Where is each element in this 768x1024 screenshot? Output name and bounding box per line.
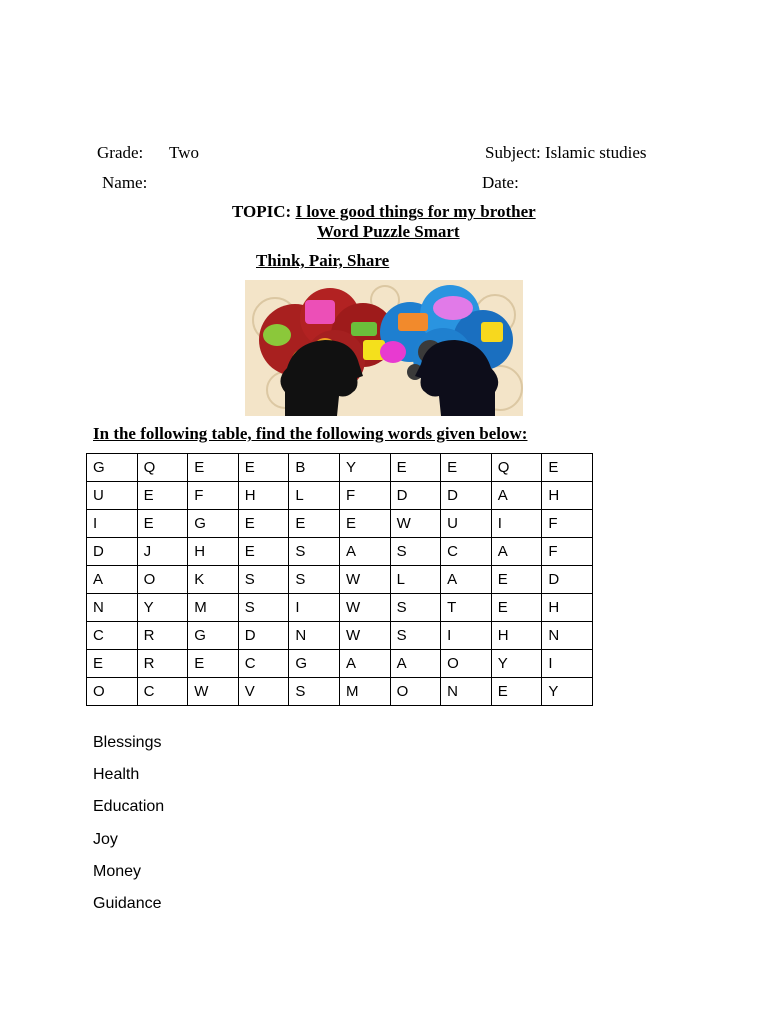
grid-cell: L (390, 566, 441, 594)
grid-cell: H (238, 482, 289, 510)
grid-cell: E (188, 650, 239, 678)
grid-cell: R (137, 650, 188, 678)
word-item: Health (93, 766, 140, 784)
grid-cell: N (87, 594, 138, 622)
grid-row (87, 510, 593, 538)
grid-cell: M (339, 678, 390, 706)
grid-cell: Q (491, 454, 542, 482)
grid-cell: S (289, 566, 340, 594)
grid-cell: F (188, 482, 239, 510)
grid-cell: G (289, 650, 340, 678)
grid-cell: R (137, 622, 188, 650)
grid-cell: E (87, 650, 138, 678)
grid-row (87, 622, 593, 650)
word-item: Blessings (93, 734, 162, 751)
grid-cell: K (188, 566, 239, 594)
grid-cell: I (289, 594, 340, 622)
instruction-text: In the following table, find the following words given below: (93, 424, 528, 443)
grid-cell: D (87, 538, 138, 566)
grid-cell: S (289, 678, 340, 706)
grid-cell: O (441, 650, 492, 678)
word-item: Education (93, 798, 165, 816)
grid-cell: W (188, 678, 239, 706)
grid-cell: C (87, 622, 138, 650)
grid-cell: W (339, 594, 390, 622)
grid-cell: S (238, 594, 289, 622)
grid-cell: F (339, 482, 390, 510)
grid-cell: V (238, 678, 289, 706)
grid-cell: G (188, 622, 239, 650)
grid-cell: W (339, 622, 390, 650)
grid-cell: E (542, 454, 593, 482)
grid-cell: I (491, 510, 542, 538)
grid-cell: T (441, 594, 492, 622)
grid-cell: D (441, 482, 492, 510)
grid-row (87, 566, 593, 594)
grid-cell: F (542, 538, 593, 566)
grid-cell: E (289, 510, 340, 538)
topic-line (232, 202, 536, 222)
grid-cell: Y (137, 594, 188, 622)
grid-cell: C (238, 650, 289, 678)
grid-row (87, 594, 593, 622)
grid-cell: E (238, 510, 289, 538)
grid-cell: F (542, 510, 593, 538)
grid-cell: C (137, 678, 188, 706)
grid-cell: E (238, 454, 289, 482)
grid-row (87, 650, 593, 678)
grid-cell: E (491, 678, 542, 706)
grid-cell: E (441, 454, 492, 482)
grid-row (87, 482, 593, 510)
grade-value: Two (169, 143, 199, 162)
grid-row (87, 678, 593, 706)
name-label: Name: (102, 173, 148, 192)
grid-row (87, 454, 593, 482)
word-item: Joy (93, 830, 118, 848)
grid-cell: J (137, 538, 188, 566)
grid-cell: I (441, 622, 492, 650)
grid-cell: O (137, 566, 188, 594)
grid-cell: I (542, 650, 593, 678)
grid-cell: A (339, 538, 390, 566)
word-item: Money (93, 862, 142, 880)
grid-cell: A (339, 650, 390, 678)
word-item: Guidance (93, 894, 162, 912)
grid-cell: C (441, 538, 492, 566)
grid-cell: N (441, 678, 492, 706)
grid-cell: M (188, 594, 239, 622)
topic-label: TOPIC: (232, 202, 292, 221)
grid-cell: S (390, 594, 441, 622)
grid-cell: Y (542, 678, 593, 706)
grid-cell: O (390, 678, 441, 706)
grid-cell: W (339, 566, 390, 594)
grid-cell: E (137, 510, 188, 538)
grid-cell: H (542, 482, 593, 510)
grid-cell: E (137, 482, 188, 510)
grid-cell: G (188, 510, 239, 538)
grid-cell: A (491, 482, 542, 510)
grid-cell: B (289, 454, 340, 482)
grid-cell: E (238, 538, 289, 566)
topic-subtitle: Word Puzzle Smart (317, 222, 460, 241)
grid-cell: S (238, 566, 289, 594)
grid-cell: N (542, 622, 593, 650)
grid-cell: N (289, 622, 340, 650)
grid-cell: O (87, 678, 138, 706)
word-search-grid (86, 453, 593, 706)
grid-cell: U (441, 510, 492, 538)
grid-cell: E (390, 454, 441, 482)
grid-cell: U (87, 482, 138, 510)
grid-cell: W (390, 510, 441, 538)
word-list (93, 730, 164, 923)
grid-cell: G (87, 454, 138, 482)
topic-title: I love good things for my brother (295, 202, 536, 221)
grid-cell: E (188, 454, 239, 482)
grid-cell: D (238, 622, 289, 650)
grid-cell: H (188, 538, 239, 566)
grid-cell: H (542, 594, 593, 622)
activity-title: Think, Pair, Share (256, 251, 390, 270)
grid-cell: S (289, 538, 340, 566)
grid-cell: I (87, 510, 138, 538)
grid-cell: A (87, 566, 138, 594)
grid-cell: A (390, 650, 441, 678)
grid-cell: D (542, 566, 593, 594)
grid-row (87, 538, 593, 566)
grade-label: Grade: (97, 143, 144, 162)
thinking-heads-illustration (245, 280, 523, 416)
grid-cell: H (491, 622, 542, 650)
grid-cell: Y (339, 454, 390, 482)
grid-cell: D (390, 482, 441, 510)
date-label: Date: (482, 173, 519, 192)
grid-cell: S (390, 538, 441, 566)
grid-cell: E (491, 594, 542, 622)
grid-cell: E (491, 566, 542, 594)
grid-cell: Q (137, 454, 188, 482)
subject-text: Subject: Islamic studies (485, 143, 647, 162)
grid-cell: A (441, 566, 492, 594)
grid-cell: Y (491, 650, 542, 678)
grid-cell: L (289, 482, 340, 510)
grid-cell: A (491, 538, 542, 566)
grid-cell: S (390, 622, 441, 650)
grid-cell: E (339, 510, 390, 538)
